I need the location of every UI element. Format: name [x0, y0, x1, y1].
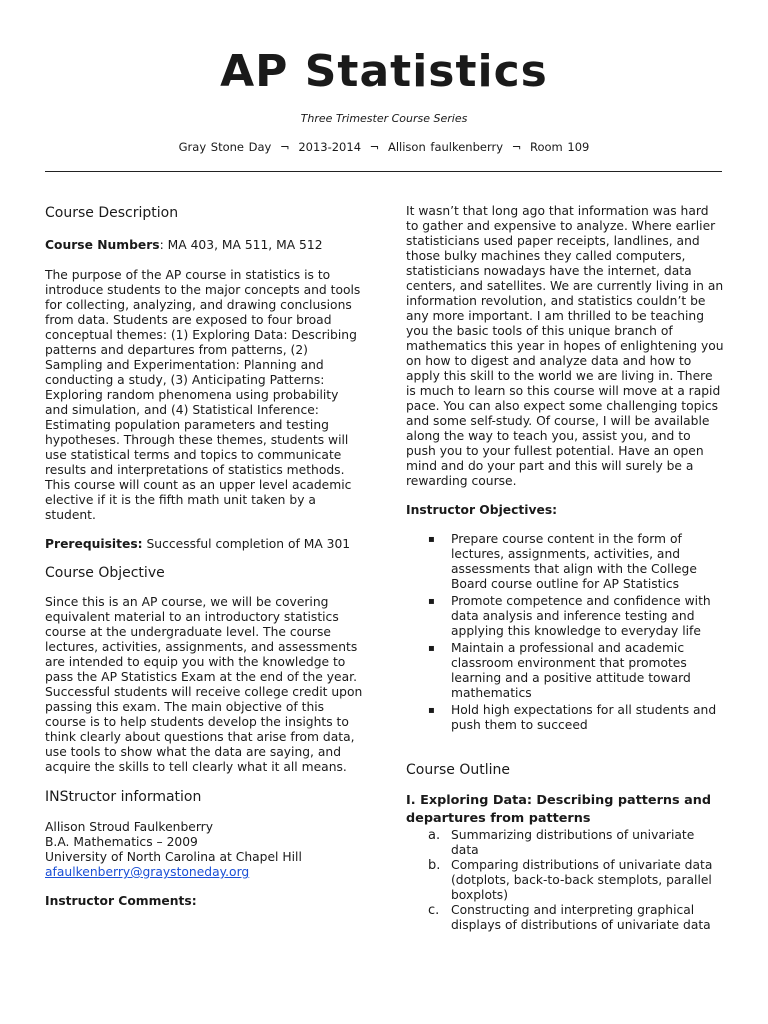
objective-item [406, 703, 724, 733]
bullet-icon: ▪ [428, 534, 435, 545]
course-numbers-label: Course Numbers [45, 238, 160, 252]
course-numbers [45, 238, 363, 253]
room-number: Room 109 [529, 140, 590, 154]
instructor-objectives-label: Instructor Objectives: [406, 503, 558, 517]
left-column [45, 204, 363, 909]
school-name: Gray Stone Day [178, 140, 272, 154]
outline-items-list [406, 828, 724, 933]
instructor-objectives-list [406, 532, 724, 733]
course-description-paragraph: The purpose of the AP course in statistics is to introduce students to the major concepts and tools for collecting, analyzing, and drawing conclusions from data. Students are exposed to four broad conceptual themes: (1) Exploring Data: Describing patterns and departures from patterns, (2) Sampling and Experimentation: Planning and conducting a study, (3) Anticipating Patterns: Exploring random phenomena using probability and simulation, and (4) Statistical Inference: Estimating population parameters and testing hypotheses. Through these themes, students will use statistical terms and topics to communicate results and interpretations of statistics methods. This course will count as an upper level academic elective if it is the fifth math unit taken by a student. [45, 268, 361, 522]
prerequisites [45, 537, 363, 552]
objective-item [406, 641, 724, 701]
meta-separator: ¬ [280, 140, 290, 154]
instructor-info-heading: INStructor information [45, 789, 202, 805]
bullet-icon: ▪ [428, 705, 435, 716]
outline-item [406, 828, 724, 858]
course-subtitle: Three Trimester Course Series [300, 112, 468, 125]
meta-separator: ¬ [369, 140, 380, 154]
outline-item-letter: b. [428, 858, 441, 873]
objective-item [406, 532, 724, 592]
instructor-email-link[interactable]: afaulkenberry@graystoneday.org [45, 865, 250, 879]
course-description-heading: Course Description [45, 205, 179, 221]
outline-item-text: Summarizing distributions of univariate data [451, 828, 695, 857]
objective-text: Maintain a professional and academic classroom environment that promotes learning and a positive attitude toward mathematics [451, 641, 691, 700]
teacher-name: Allison faulkenberry [387, 140, 504, 154]
objective-text: Prepare course content in the form of lectures, assignments, activities, and assessments that align with the College Board course outline for AP Statistics [451, 532, 697, 591]
outline-item [406, 903, 724, 933]
objective-text: Hold high expectations for all students and push them to succeed [451, 703, 717, 732]
outline-item-letter: a. [428, 828, 441, 843]
course-outline-heading: Course Outline [406, 762, 510, 778]
bullet-icon: ▪ [428, 596, 435, 607]
course-meta-line [0, 139, 768, 155]
page-title: AP Statistics [220, 46, 548, 97]
right-column [406, 204, 724, 933]
objective-text: Promote competence and confidence with data analysis and inference testing and applying this knowledge to everyday life [451, 594, 711, 638]
instructor-name: Allison Stroud Faulkenberry [45, 820, 214, 834]
meta-separator: ¬ [511, 140, 522, 154]
objective-item [406, 594, 724, 639]
school-year: 2013-2014 [298, 140, 362, 154]
outline-item-text: Comparing distributions of univariate data (dotplots, back-to-back stemplots, parallel boxplots) [451, 858, 713, 902]
course-objective-heading: Course Objective [45, 565, 165, 581]
instructor-school: University of North Carolina at Chapel Hill [45, 850, 302, 864]
prerequisites-label: Prerequisites: [45, 537, 143, 551]
outline-item-text: Constructing and interpreting graphical displays of distributions of univariate data [451, 903, 711, 932]
course-objective-paragraph: Since this is an AP course, we will be covering equivalent material to an introductory statistics course at the undergraduate level. The course lectures, activities, assignments, and assessments are intended to equip you with the knowledge to pass the AP Statistics Exam at the end of the year. Successful students will receive college credit upon passing this exam. The main objective of this course is to help students develop the insights to think clearly about questions that arise from data, use tools to show what the data are saying, and acquire the skills to tell clearly what it all means. [45, 595, 363, 774]
outline-section-title: I. Exploring Data: Describing patterns and departures from patterns [406, 793, 712, 826]
bullet-icon: ▪ [428, 643, 435, 654]
instructor-comments-label: Instructor Comments: [45, 894, 197, 908]
outline-item [406, 858, 724, 903]
instructor-email-line [45, 865, 363, 880]
outline-item-letter: c. [428, 903, 440, 918]
instructor-comments-paragraph: It wasn’t that long ago that information was hard to gather and expensive to analyze. Where earlier statisticians used paper receipts, landlines, and those bulky machines they called computers, statisticians nowadays have the internet, data centers, and satellites. We are currently living in an information revolution, and statistics couldn’t be any more important. I am thrilled to be teaching you the basic tools of this unique branch of mathematics this year in hopes of enlightening you on how to digest and analyze data and how to apply this skill to the world we are living in. There is much to learn so this course will move at a rapid pace. You can also expect some challenging topics and some self-study. Of course, I will be available along the way to teach you, assist you, and to push you to your fullest potential. Have an open mind and do your part and this will surely be a rewarding course. [406, 204, 724, 488]
course-numbers-value: : MA 403, MA 511, MA 512 [159, 238, 323, 252]
instructor-degree: B.A. Mathematics – 2009 [45, 835, 198, 849]
prerequisites-value: Successful completion of MA 301 [142, 537, 351, 551]
header-divider [45, 171, 722, 172]
